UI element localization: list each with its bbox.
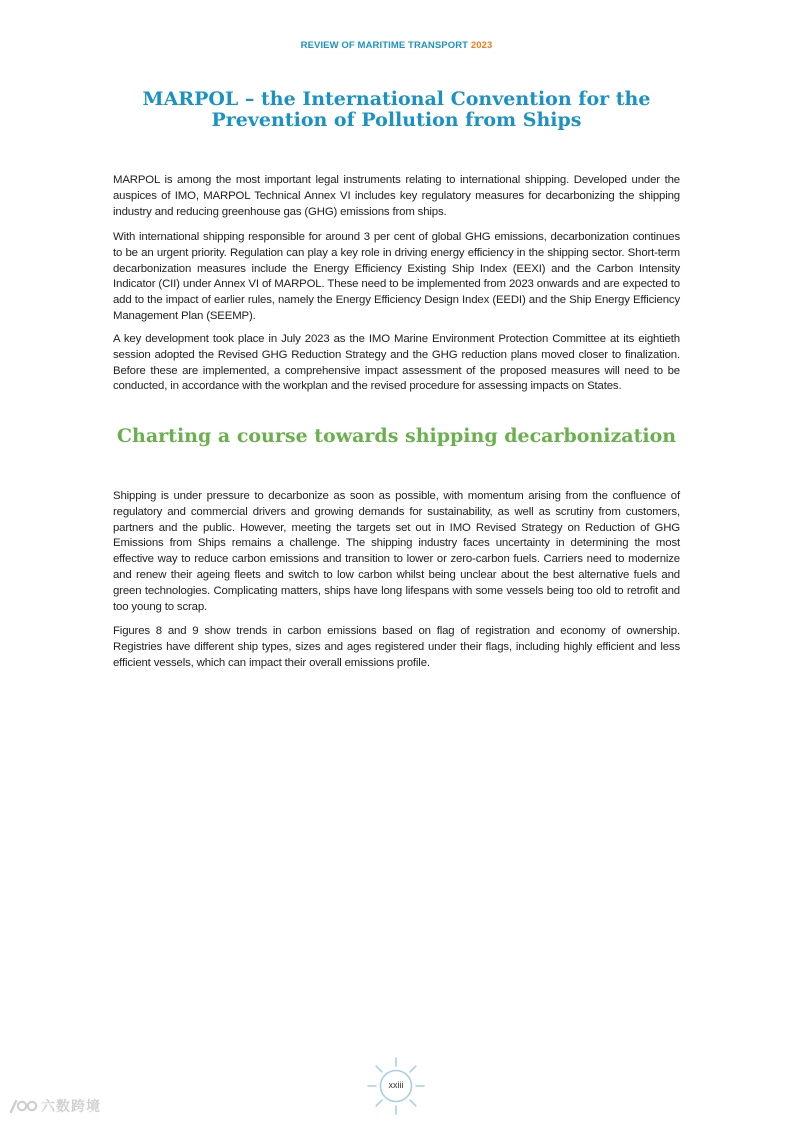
body-paragraph: With international shipping responsible for around 3 per cent of global GHG emissions, decarbonization continues to be an urgent priority. Regulation can play a key role in driving energy efficiency in the shipping sector. Short-term decarbonization measures include the Energy Efficiency Existing Ship Index (EEXI) and the Carbon Intensity Indicator (CII) under Annex VI of MARPOL. These need to be implemented from 2023 onwards and are expected to add to the impact of earlier rules, namely the Energy Efficiency Design Index (EEDI) and the Ship Energy Efficiency Management Plan (SEEMP). xyxy=(113,231,680,322)
section-heading-marpol xyxy=(60,89,733,131)
body-paragraph: A key development took place in July 2023 as the IMO Marine Environment Protection Committee at its eightieth session adopted the Revised GHG Reduction Strategy and the GHG reduction plans moved closer to finalization. Before these are implemented, a comprehensive impact assessment of the proposed measures will need to be conducted, in accordance with the workplan and the revised procedure for assessing impacts on States. xyxy=(113,333,680,393)
section-heading-line-1: MARPOL – the International Convention for the xyxy=(142,88,651,110)
publication-year: 2023 xyxy=(470,40,493,51)
running-header xyxy=(0,40,793,51)
section-heading-decarbonization: Charting a course towards shipping decarbonization xyxy=(116,425,677,447)
page-number: xxiii xyxy=(388,1080,404,1090)
watermark-text: 六数跨境 xyxy=(41,1099,101,1115)
body-paragraph: MARPOL is among the most important legal instruments relating to international shipping. Developed under the auspices of IMO, MARPOL Technical Annex VI includes key regulatory measures for decarbonizing the shipping industry and reducing greenhouse gas (GHG) emissions from ships. xyxy=(113,174,680,218)
body-paragraph: Shipping is under pressure to decarbonize as soon as possible, with momentum arising from the confluence of regulatory and commercial drivers and growing demands for sustainability, as well as scrutiny from customers, partners and the public. However, meeting the targets set out in IMO Revised Strategy on Reduction of GHG Emissions from Ships remains a challenge. The shipping industry faces uncertainty in determining the most effective way to reduce carbon emissions and transition to lower or zero-carbon fuels. Carriers need to modernize and renew their ageing fleets and switch to low carbon whilst being unclear about the best alternative fuels and green technologies. Complicating matters, ships have long lifespans with some vessels being too old to retrofit and too young to scrap. xyxy=(113,490,680,613)
section-heading-line-2: Prevention of Pollution from Ships xyxy=(211,109,582,131)
brand-logo-icon xyxy=(8,1097,38,1115)
watermark xyxy=(8,1096,101,1116)
publication-title: REVIEW OF MARITIME TRANSPORT xyxy=(300,40,469,51)
body-paragraph: Figures 8 and 9 show trends in carbon emissions based on flag of registration and economy of ownership. Registries have different ship types, sizes and ages registered under their flags, including highly efficient and less efficient vessels, which can impact their overall emissions profile. xyxy=(113,625,680,669)
